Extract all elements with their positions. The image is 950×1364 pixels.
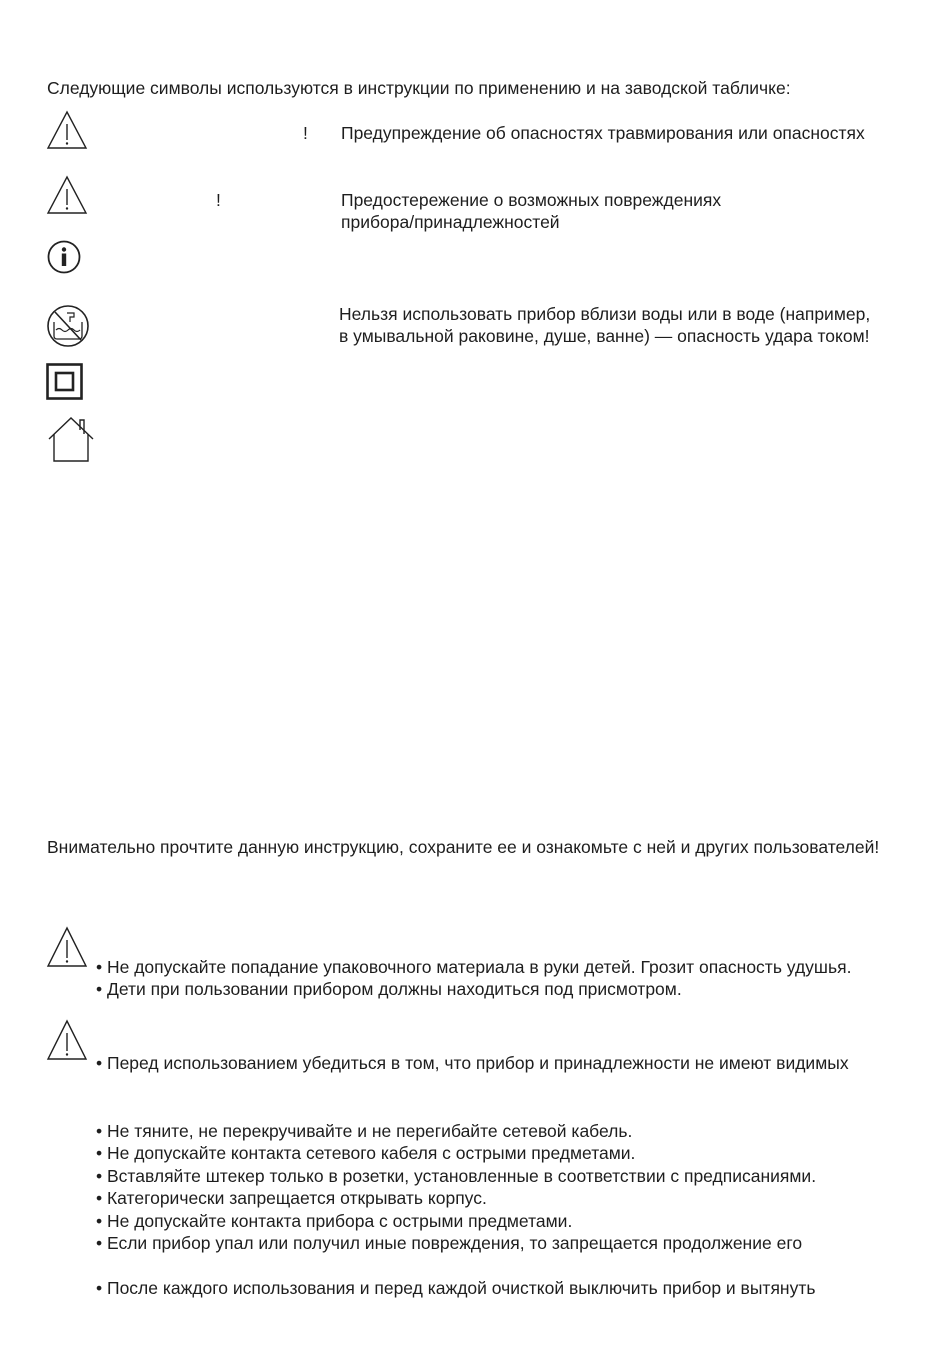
list-item: • После каждого использования и перед каждой очисткой выключить прибор и вытянуть: [96, 1278, 816, 1298]
list-item: • Не допускайте контакта сетевого кабеля с острыми предметами.: [96, 1143, 636, 1163]
list-item: • Перед использованием убедиться в том, что прибор и принадлежности не имеют видимых: [96, 1053, 849, 1073]
info-icon: [47, 240, 81, 274]
list-item: • Категорически запрещается открывать корпус.: [96, 1188, 487, 1208]
symbol-1-mark: !: [303, 123, 308, 143]
list-item: • Вставляйте штекер только в розетки, установленные в соответствии с предписаниями.: [96, 1166, 817, 1186]
warning-triangle-icon: [46, 926, 88, 968]
list-item: • Не допускайте контакта прибора с острыми предметами.: [96, 1211, 573, 1231]
list-item: • Не тяните, не перекручивайте и не перегибайте сетевой кабель.: [96, 1121, 633, 1141]
list-item: • Дети при пользовании прибором должны находиться под присмотром.: [96, 979, 682, 999]
house-icon: [46, 415, 96, 463]
symbol-2-mark: !: [216, 190, 221, 210]
symbol-4-description-line-2: в умывальной раковине, душе, ванне) — опасность удара током!: [339, 326, 870, 346]
symbol-2-description-line-2: прибора/принадлежностей: [341, 212, 560, 232]
read-instructions-notice: Внимательно прочтите данную инструкцию, сохраните ее и ознакомьте с ней и других пользователей!: [47, 837, 880, 857]
no-water-icon: [46, 304, 90, 348]
double-insulation-icon: [46, 363, 83, 400]
warning-triangle-icon: [46, 1019, 88, 1061]
list-item: • Не допускайте попадание упаковочного материала в руки детей. Грозит опасность удушья.: [96, 957, 852, 977]
symbol-4-description-line-1: Нельзя использовать прибор вблизи воды или в воде (например,: [339, 304, 871, 324]
intro-text: Следующие символы используются в инструкции по применению и на заводской табличке:: [47, 78, 791, 98]
list-item: • Если прибор упал или получил иные повреждения, то запрещается продолжение его: [96, 1233, 803, 1253]
symbol-2-description-line-1: Предостережение о возможных повреждениях: [341, 190, 722, 210]
warning-triangle-icon: [46, 110, 88, 150]
symbol-1-description: Предупреждение об опасностях травмирования или опасностях: [341, 123, 865, 143]
warning-triangle-icon: [46, 175, 88, 215]
